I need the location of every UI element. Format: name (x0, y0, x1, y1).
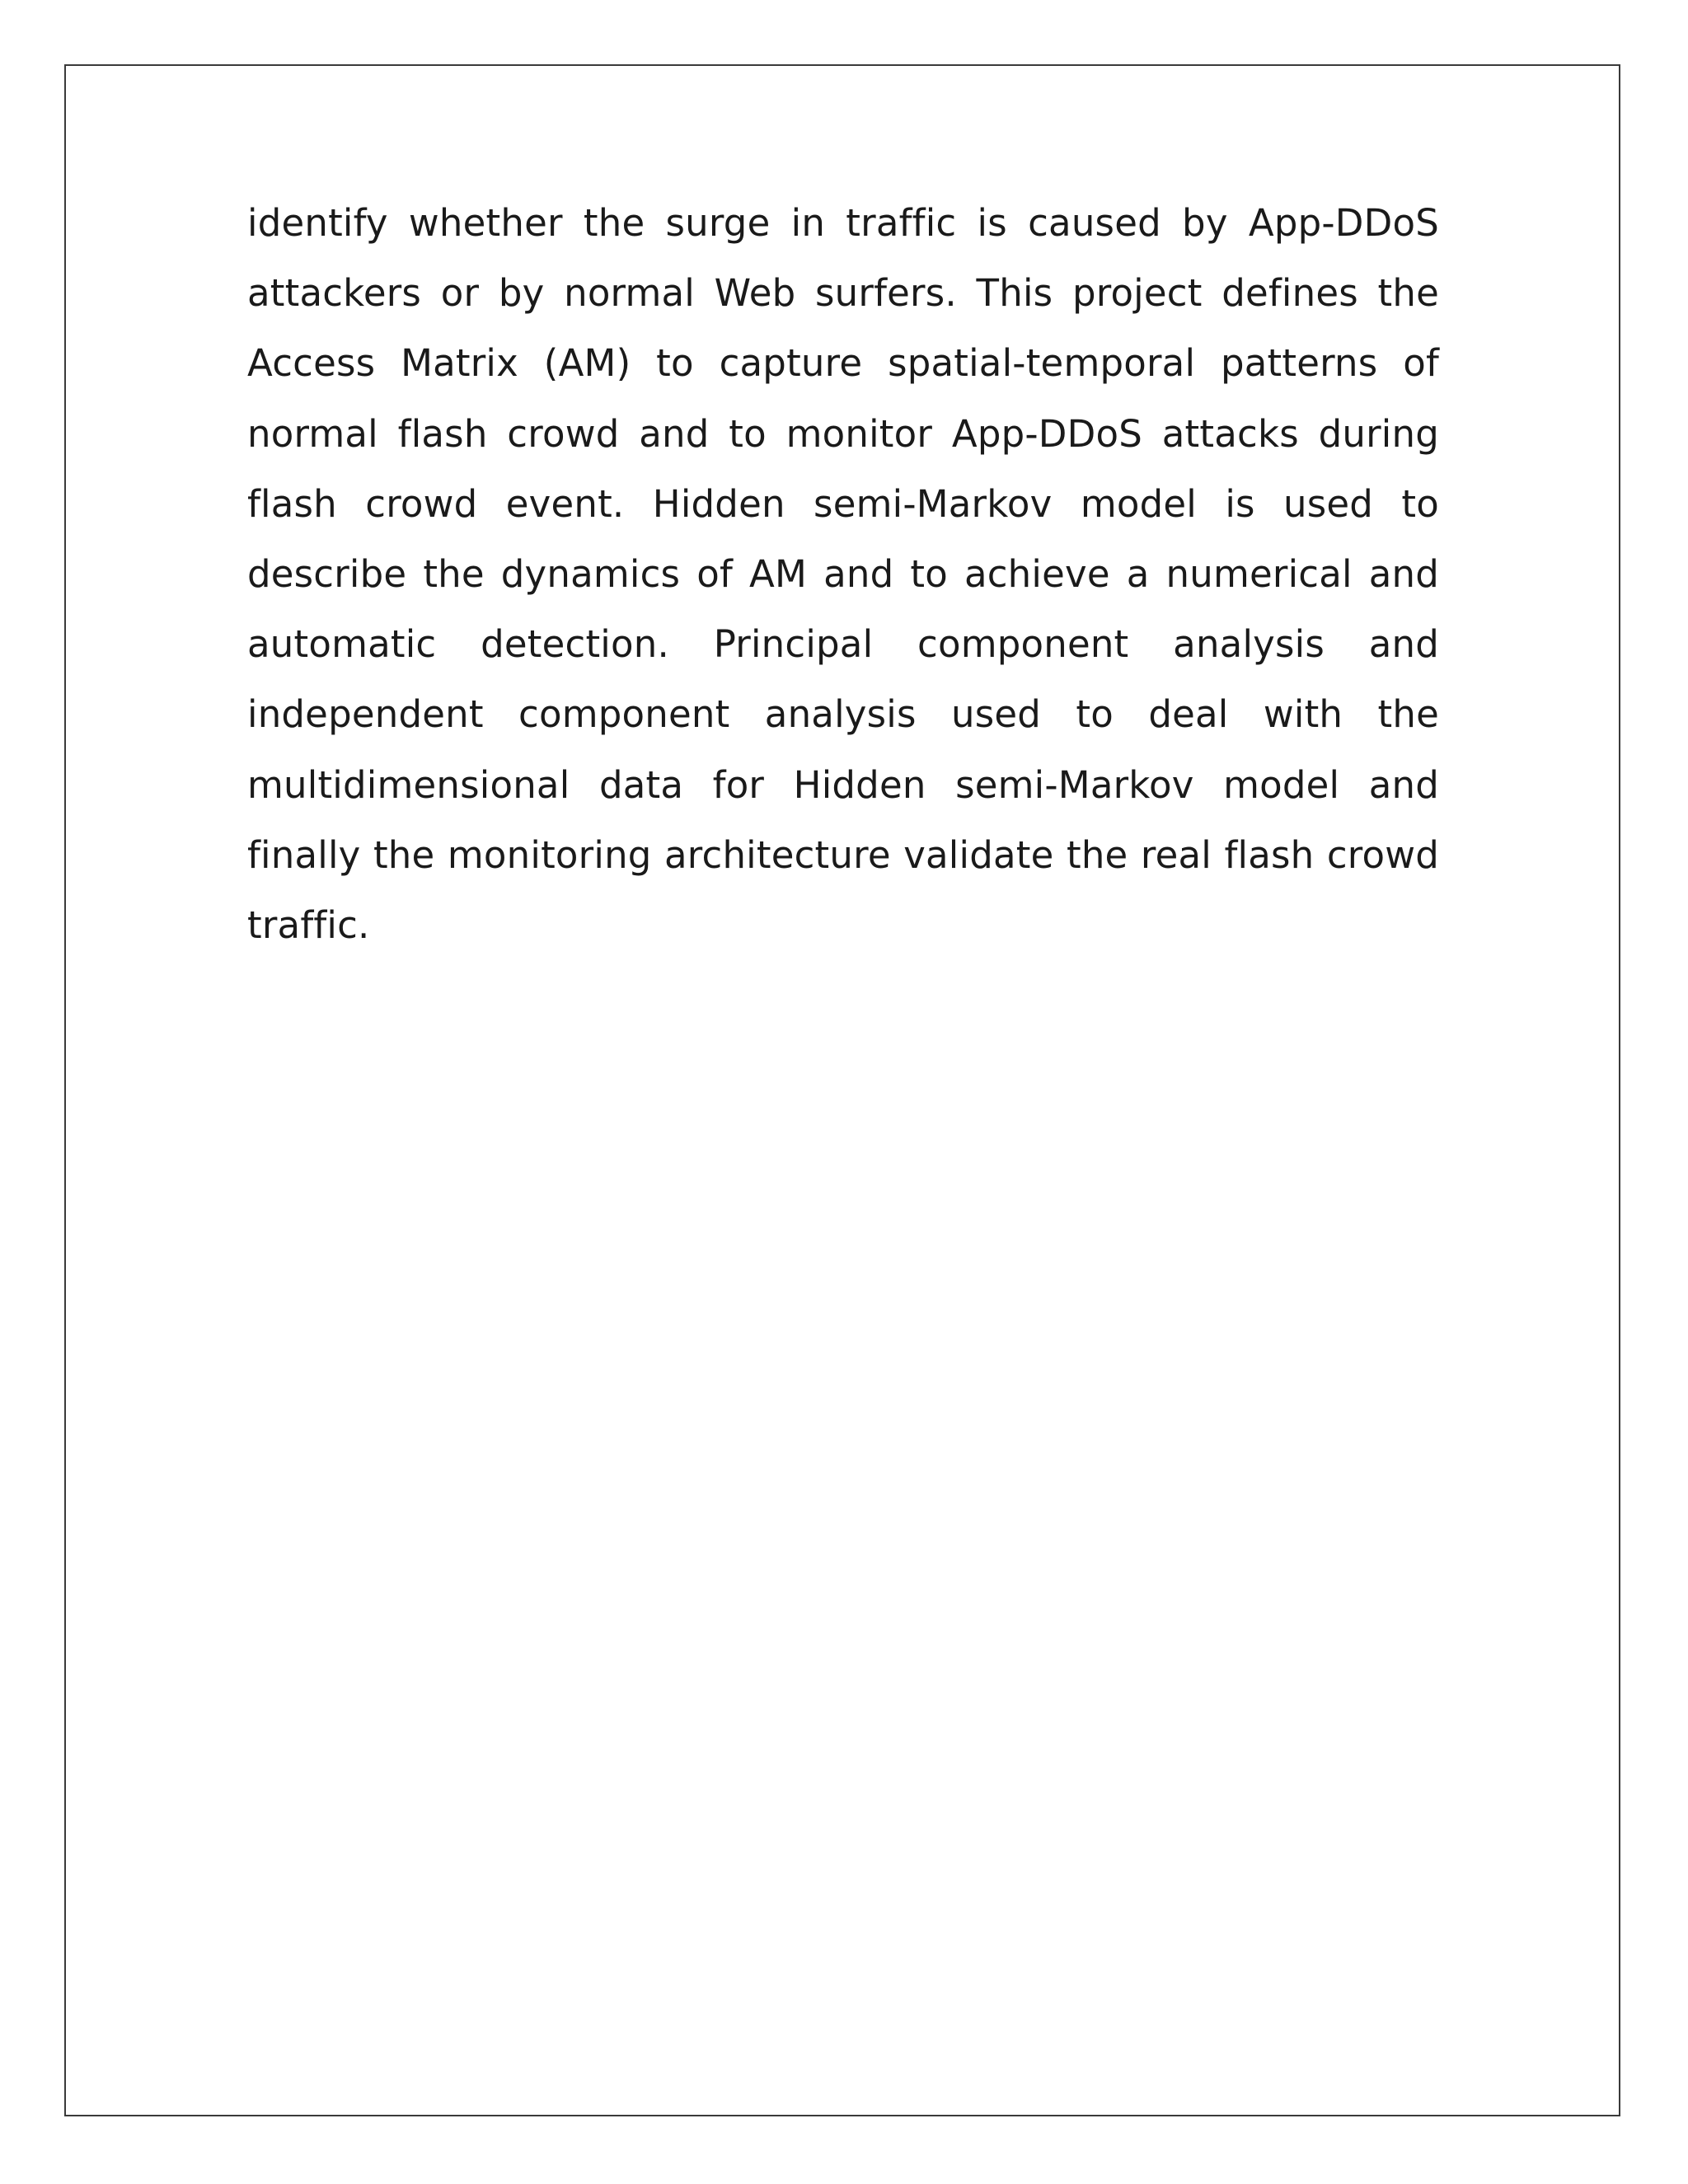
body-paragraph: identify whether the surge in traffic is caused by App-DDoS attackers or by normal Web surfers. This project defines the Access Matrix (AM) to capture spatial-temporal patterns of normal flash crowd and to monitor App-DDoS attacks during flash crowd event. Hidden semi-Markov model is used to describe the dynamics of AM and to achieve a numerical and automatic detection. Principal component analysis and independent component analysis used to deal with the multidimensional data for Hidden semi-Markov model and finally the monitoring architecture validate the real flash crowd traffic. (247, 201, 1439, 948)
